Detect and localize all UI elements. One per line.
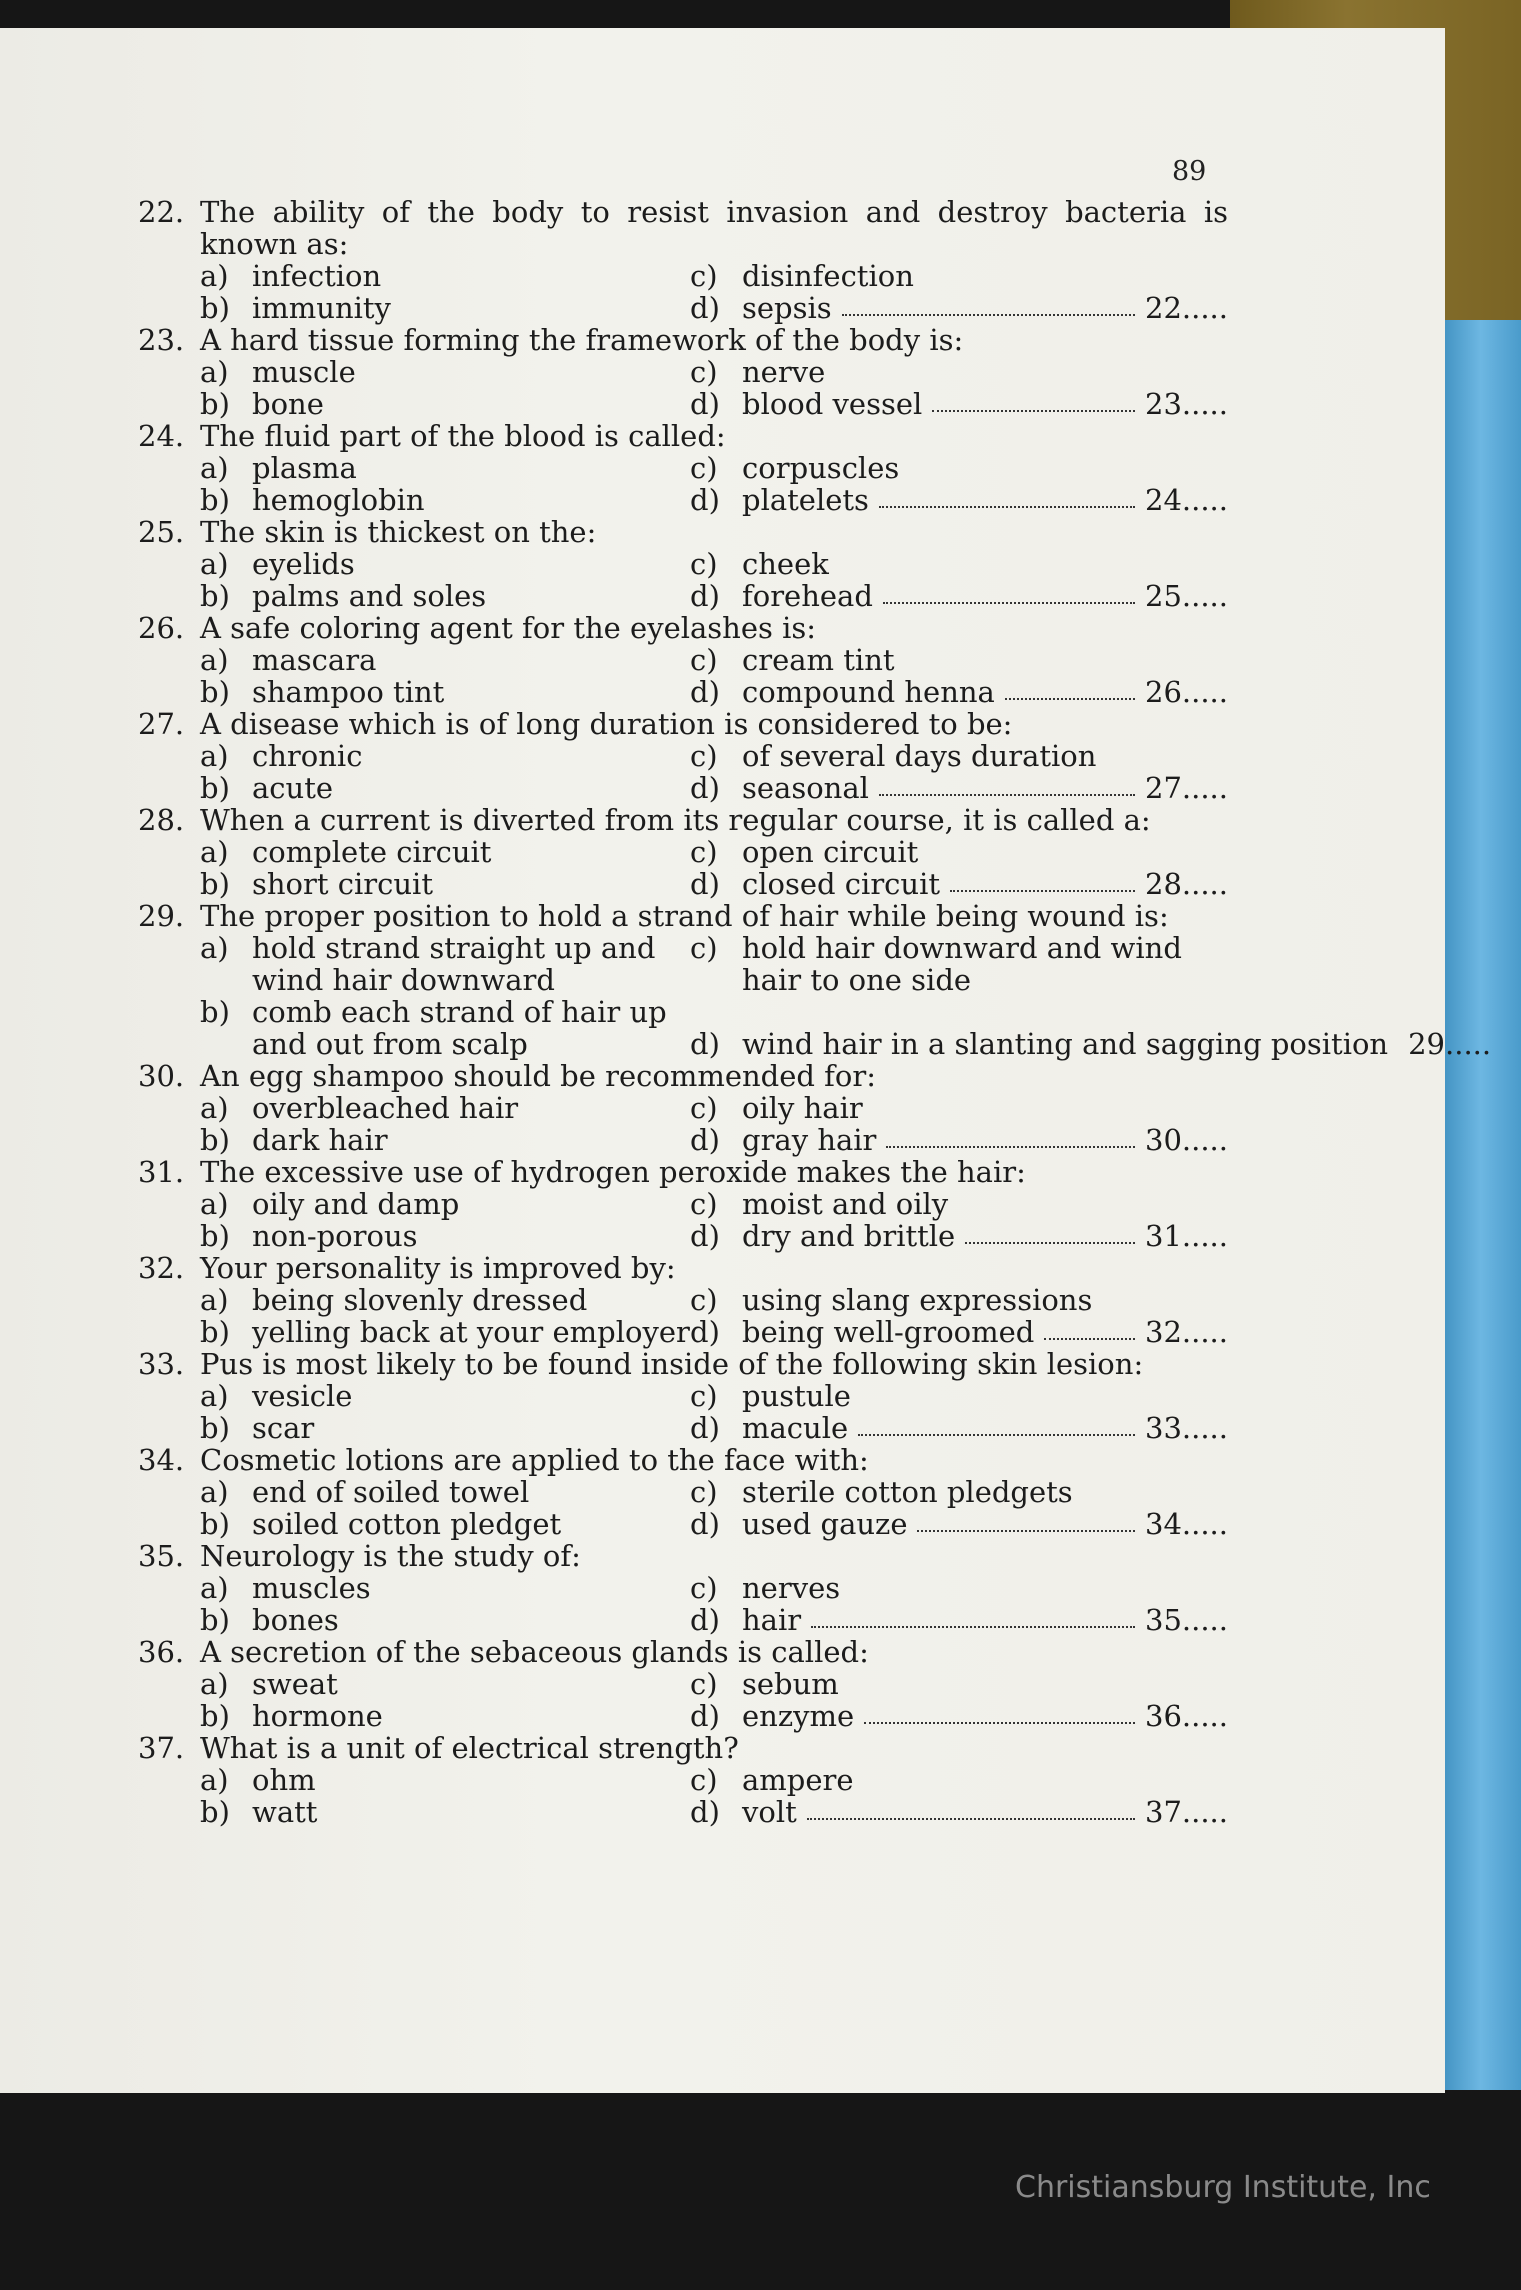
question-stem: A secretion of the sebaceous glands is called: <box>200 1635 869 1669</box>
option-c: c) nerves <box>690 1571 841 1605</box>
option-a: a) being slovenly dressed <box>200 1283 588 1317</box>
question-item <box>138 612 1228 708</box>
option-b: b) hormone <box>200 1699 383 1733</box>
question-number: 24. <box>138 419 185 453</box>
question-item <box>138 708 1228 804</box>
question-number: 27. <box>138 707 185 741</box>
question-stem: When a current is diverted from its regular course, it is called a: <box>200 803 1151 837</box>
option-c: c) of several days duration <box>690 739 1097 773</box>
answer-blank: 31..... <box>1145 1219 1228 1253</box>
question-number: 23. <box>138 323 185 357</box>
option-c: c) sebum <box>690 1667 839 1701</box>
question-number: 28. <box>138 803 185 837</box>
question-number: 35. <box>138 1539 185 1573</box>
question-number: 34. <box>138 1443 185 1477</box>
question-item <box>138 1060 1228 1156</box>
option-d: d) enzyme 36..... <box>690 1699 1228 1733</box>
option-c: c) cream tint <box>690 643 895 677</box>
answer-blank: 34..... <box>1145 1507 1228 1541</box>
question-number: 36. <box>138 1635 185 1669</box>
option-a: a) plasma <box>200 451 357 485</box>
option-d: d) being well-groomed 32..... <box>690 1315 1228 1349</box>
option-d: d) seasonal 27..... <box>690 771 1228 805</box>
option-b: b) yelling back at your employer <box>200 1315 690 1349</box>
question-number: 32. <box>138 1251 185 1285</box>
question-number: 25. <box>138 515 185 549</box>
option-b: b) watt <box>200 1795 318 1829</box>
question-item <box>138 1444 1228 1540</box>
question-item <box>138 899 1492 1061</box>
question-stem: A disease which is of long duration is considered to be: <box>200 707 1013 741</box>
option-d: d) used gauze 34..... <box>690 1507 1228 1541</box>
option-c: c) using slang expressions <box>690 1283 1093 1317</box>
option-a: a) overbleached hair <box>200 1091 519 1125</box>
answer-blank: 28..... <box>1145 867 1228 901</box>
option-b: b) scar <box>200 1411 315 1445</box>
option-b: b) soiled cotton pledget <box>200 1507 562 1541</box>
option-c: c) nerve <box>690 355 826 389</box>
question-number: 22. <box>138 195 185 229</box>
question-stem: A safe coloring agent for the eyelashes is: <box>200 611 817 645</box>
question-item <box>138 1348 1228 1444</box>
answer-blank: 32..... <box>1145 1315 1228 1349</box>
question-stem: The fluid part of the blood is called: <box>200 419 726 453</box>
option-d: d) volt 37..... <box>690 1795 1228 1829</box>
question-item <box>138 196 1228 324</box>
question-item <box>138 420 1228 516</box>
option-a: a) eyelids <box>200 547 355 581</box>
option-a: a) infection <box>200 259 382 293</box>
option-c: c) moist and oily <box>690 1187 949 1221</box>
question-item <box>138 516 1228 612</box>
option-b: b) palms and soles <box>200 579 487 613</box>
option-b: b) non-porous <box>200 1219 418 1253</box>
question-number: 33. <box>138 1347 185 1381</box>
option-a: a) sweat <box>200 1667 338 1701</box>
option-d: d) sepsis 22..... <box>690 291 1228 325</box>
blue-page-edge <box>1440 320 1521 2090</box>
question-list <box>138 195 1492 1829</box>
option-b: b) short circuit <box>200 867 433 901</box>
answer-blank: 23..... <box>1145 387 1228 421</box>
option-a: a) complete circuit <box>200 835 492 869</box>
option-a: a) ohm <box>200 1763 316 1797</box>
page-number: 89 <box>1172 156 1207 187</box>
answer-blank: 36..... <box>1145 1699 1228 1733</box>
answer-blank: 24..... <box>1145 483 1228 517</box>
option-d: d) gray hair 30..... <box>690 1123 1228 1157</box>
question-number: 29. <box>138 899 185 933</box>
question-number: 37. <box>138 1731 185 1765</box>
option-d: d) dry and brittle 31..... <box>690 1219 1228 1253</box>
option-a: a) vesicle <box>200 1379 353 1413</box>
option-d: d) macule 33..... <box>690 1411 1228 1445</box>
option-b: b) immunity <box>200 291 391 325</box>
question-stem: Pus is most likely to be found inside of the following skin lesion: <box>200 1347 1144 1381</box>
answer-blank: 29..... <box>1408 1027 1492 1061</box>
question-number: 26. <box>138 611 185 645</box>
option-b: b) bones <box>200 1603 339 1637</box>
option-c: c) cheek <box>690 547 829 581</box>
answer-blank: 35..... <box>1145 1603 1228 1637</box>
question-stem: What is a unit of electrical strength? <box>200 1731 739 1765</box>
option-c: c) sterile cotton pledgets <box>690 1475 1073 1509</box>
question-item <box>138 1636 1228 1732</box>
answer-blank: 25..... <box>1145 579 1228 613</box>
option-d: d) wind hair in a slanting and sagging position 29..... <box>690 1027 1492 1061</box>
option-b: b) dark hair <box>200 1123 388 1157</box>
question-number: 30. <box>138 1059 185 1093</box>
option-b: b) acute <box>200 771 334 805</box>
question-stem: An egg shampoo should be recommended for: <box>200 1059 876 1093</box>
option-c: c) oily hair <box>690 1091 863 1125</box>
option-b: b) shampoo tint <box>200 675 445 709</box>
question-item <box>138 324 1228 420</box>
option-a: a) chronic <box>200 739 363 773</box>
question-stem: Your personality is improved by: <box>200 1251 676 1285</box>
option-c: c) disinfection <box>690 259 914 293</box>
option-d: d) hair 35..... <box>690 1603 1228 1637</box>
option-d: d) closed circuit 28..... <box>690 867 1228 901</box>
option-c: c) open circuit <box>690 835 919 869</box>
option-c: c) hold hair downward and wind hair to one side <box>690 931 1182 997</box>
question-stem: The skin is thickest on the: <box>200 515 597 549</box>
question-stem: The ability of the body to resist invasion and destroy bacteria is known as: <box>200 195 1228 261</box>
option-d: d) blood vessel 23..... <box>690 387 1228 421</box>
option-d: d) compound henna 26..... <box>690 675 1228 709</box>
answer-blank: 27..... <box>1145 771 1228 805</box>
option-c: c) ampere <box>690 1763 854 1797</box>
question-item <box>138 1540 1228 1636</box>
answer-blank: 30..... <box>1145 1123 1228 1157</box>
option-c: c) pustule <box>690 1379 851 1413</box>
option-a: a) muscles <box>200 1571 371 1605</box>
option-a: a) oily and damp <box>200 1187 460 1221</box>
option-d: d) platelets 24..... <box>690 483 1228 517</box>
option-b: b) hemoglobin <box>200 483 425 517</box>
option-a: a) end of soiled towel <box>200 1475 530 1509</box>
question-stem: Neurology is the study of: <box>200 1539 581 1573</box>
answer-blank: 33..... <box>1145 1411 1228 1445</box>
option-a: a) mascara <box>200 643 377 677</box>
answer-blank: 22..... <box>1145 291 1228 325</box>
question-stem: The proper position to hold a strand of hair while being wound is: <box>200 899 1169 933</box>
option-a: a) muscle <box>200 355 356 389</box>
option-b: b) bone <box>200 387 324 421</box>
answer-blank: 37..... <box>1145 1795 1228 1829</box>
option-a: a) hold strand straight up and wind hair downward <box>200 931 656 997</box>
question-stem: The excessive use of hydrogen peroxide makes the hair: <box>200 1155 1026 1189</box>
option-d: d) forehead 25..... <box>690 579 1228 613</box>
watermark-text: Christiansburg Institute, Inc <box>1015 2170 1431 2205</box>
option-c: c) corpuscles <box>690 451 900 485</box>
question-item <box>138 1156 1228 1252</box>
option-b: b) comb each strand of hair up and out from scalp <box>200 995 667 1061</box>
question-stem: A hard tissue forming the framework of the body is: <box>200 323 964 357</box>
question-item <box>138 804 1228 900</box>
question-item <box>138 1732 1228 1828</box>
answer-blank: 26..... <box>1145 675 1228 709</box>
question-item <box>138 1252 1228 1348</box>
question-number: 31. <box>138 1155 185 1189</box>
question-stem: Cosmetic lotions are applied to the face with: <box>200 1443 869 1477</box>
